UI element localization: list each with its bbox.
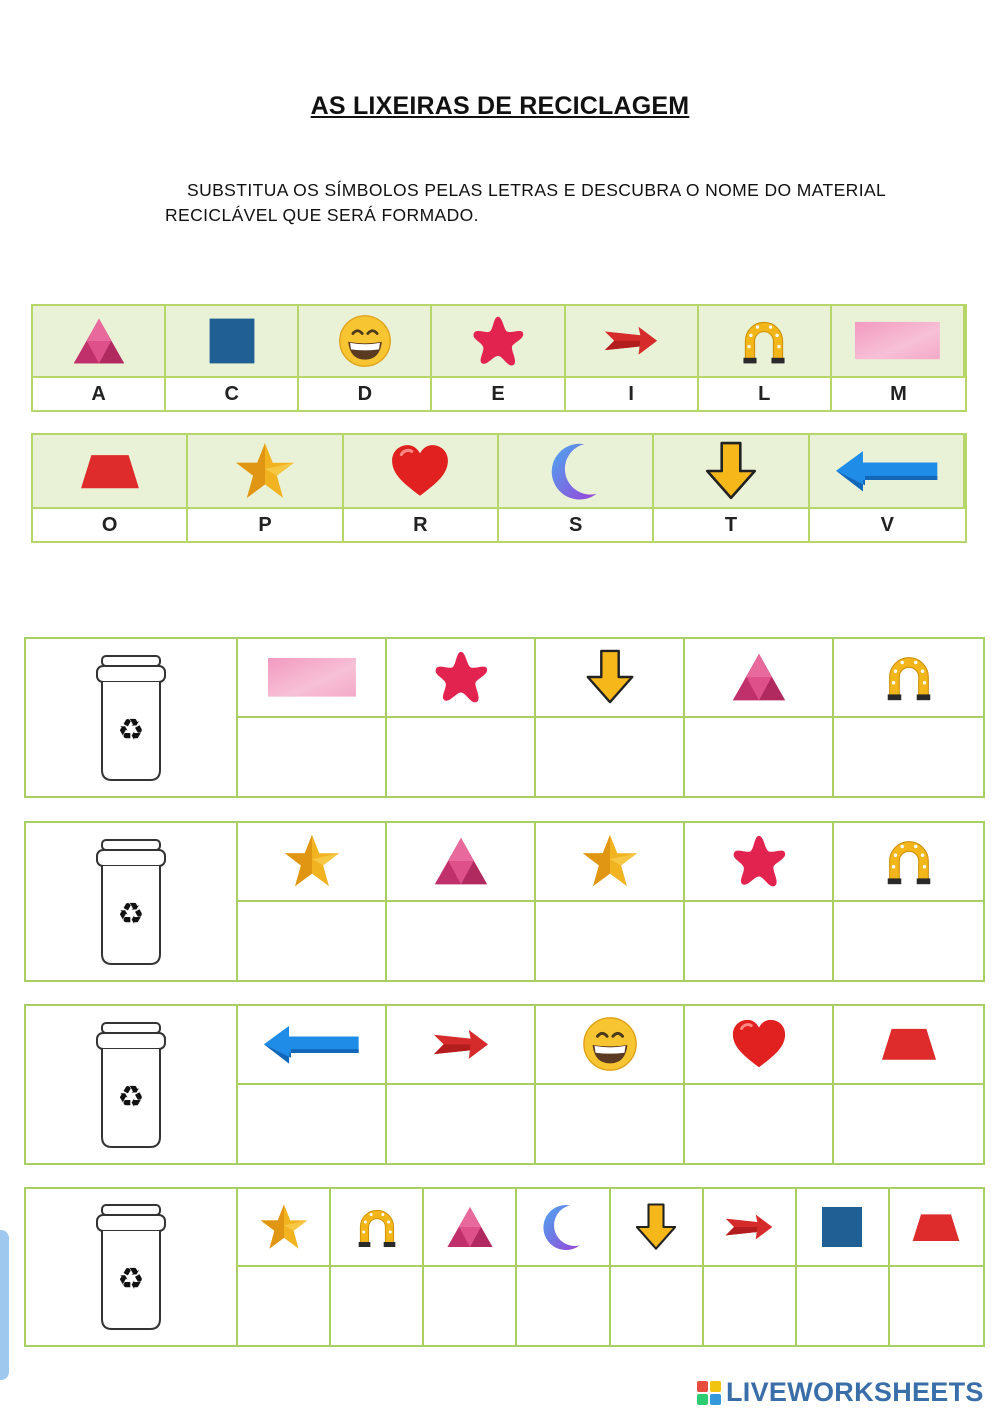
- page-edge-decoration: [0, 1230, 9, 1380]
- puzzle-symbol-trapezoid-icon: [890, 1189, 983, 1267]
- answer-letter-input[interactable]: [711, 1282, 788, 1331]
- answer-letter-input[interactable]: [338, 1282, 415, 1331]
- instructions: [165, 178, 925, 228]
- key-letter: I: [566, 378, 699, 410]
- instructions-line-2: RECICLÁVEL QUE SERÁ FORMADO.: [165, 205, 479, 225]
- puzzle-symbol-horseshoe-icon: [834, 823, 983, 902]
- puzzle-row-4: [24, 1187, 985, 1347]
- answer-cell: [704, 1267, 797, 1345]
- logo-mark-square: [697, 1381, 708, 1392]
- answer-cell: [517, 1267, 610, 1345]
- svg-text:♻: ♻: [117, 1079, 145, 1115]
- puzzle-symbol-star-icon: [238, 1189, 331, 1267]
- answer-cell: [387, 718, 536, 797]
- answer-cell: [797, 1267, 890, 1345]
- key-letter: A: [33, 378, 166, 410]
- answer-cell: [424, 1267, 517, 1345]
- recycle-bin-icon: [26, 1006, 238, 1163]
- key-symbol-square-icon: [166, 306, 299, 378]
- puzzle-symbol-star-icon: [536, 823, 685, 902]
- answer-letter-input[interactable]: [549, 1099, 671, 1148]
- answer-letter-input[interactable]: [400, 916, 522, 965]
- answer-cell: [685, 718, 834, 797]
- logo-mark-square: [710, 1394, 721, 1405]
- instructions-line-1: SUBSTITUA OS SÍMBOLOS PELAS LETRAS E DESCUBRA O NOME DO MATERIAL: [187, 180, 887, 200]
- key-symbol-splat-icon: [432, 306, 565, 378]
- answer-cell: [331, 1267, 424, 1345]
- key-letter: R: [344, 509, 499, 541]
- puzzle-symbol-arrow-down-icon: [536, 639, 685, 718]
- answer-letter-input[interactable]: [251, 916, 373, 965]
- puzzle-row-2: [24, 821, 985, 982]
- puzzle-row-3: [24, 1004, 985, 1165]
- key-letter: L: [699, 378, 832, 410]
- answer-cell: [238, 902, 387, 981]
- key-letter: D: [299, 378, 432, 410]
- key-symbol-grin-icon: [299, 306, 432, 378]
- answer-cell: [834, 902, 983, 981]
- answer-cell: [238, 1267, 331, 1345]
- answer-cell: [611, 1267, 704, 1345]
- puzzle-symbol-heart-icon: [685, 1006, 834, 1085]
- answer-cell: [536, 718, 685, 797]
- page-title: AS LIXEIRAS DE RECICLAGEM: [310, 92, 690, 120]
- svg-text:♻: ♻: [117, 896, 145, 932]
- answer-letter-input[interactable]: [431, 1282, 508, 1331]
- answer-cell: [536, 902, 685, 981]
- answer-letter-input[interactable]: [251, 732, 373, 781]
- key-symbol-horseshoe-icon: [699, 306, 832, 378]
- puzzle-symbol-arrow-right-icon: [704, 1189, 797, 1267]
- liveworksheets-logo: [697, 1377, 984, 1408]
- key-letter: C: [166, 378, 299, 410]
- answer-letter-input[interactable]: [698, 916, 820, 965]
- puzzle-symbol-arrow-right-icon: [387, 1006, 536, 1085]
- answer-letter-input[interactable]: [698, 1099, 820, 1148]
- answer-cell: [536, 1085, 685, 1164]
- puzzle-symbol-arrow-left-icon: [238, 1006, 387, 1085]
- answer-letter-input[interactable]: [400, 732, 522, 781]
- answer-cell: [238, 718, 387, 797]
- key-symbol-pink-rect-icon: [832, 306, 965, 378]
- answer-cell: [834, 718, 983, 797]
- key-letter: T: [654, 509, 809, 541]
- answer-letter-input[interactable]: [549, 916, 671, 965]
- key-symbol-arrow-left-icon: [810, 435, 965, 509]
- logo-mark-square: [710, 1381, 721, 1392]
- answer-letter-input[interactable]: [549, 732, 671, 781]
- logo-mark-square: [697, 1394, 708, 1405]
- answer-cell: [238, 1085, 387, 1164]
- key-symbol-triangle-icon: [33, 306, 166, 378]
- key-symbol-moon-icon: [499, 435, 654, 509]
- puzzle-symbol-square-icon: [797, 1189, 890, 1267]
- recycle-bin-icon: [26, 639, 238, 796]
- puzzle-symbol-triangle-icon: [424, 1189, 517, 1267]
- svg-text:♻: ♻: [117, 1262, 145, 1297]
- answer-cell: [387, 902, 536, 981]
- answer-letter-input[interactable]: [804, 1282, 881, 1331]
- answer-letter-input[interactable]: [251, 1099, 373, 1148]
- answer-cell: [834, 1085, 983, 1164]
- puzzle-symbol-triangle-icon: [685, 639, 834, 718]
- key-letter: V: [810, 509, 965, 541]
- key-letter: S: [499, 509, 654, 541]
- answer-letter-input[interactable]: [524, 1282, 601, 1331]
- puzzle-symbol-pink-rect-icon: [238, 639, 387, 718]
- answer-letter-input[interactable]: [897, 1282, 976, 1331]
- puzzle-symbol-triangle-icon: [387, 823, 536, 902]
- logo-text: LIVEWORKSHEETS: [726, 1377, 984, 1407]
- answer-cell: [685, 902, 834, 981]
- key-letter: M: [832, 378, 965, 410]
- answer-letter-input[interactable]: [400, 1099, 522, 1148]
- puzzle-symbol-splat-icon: [685, 823, 834, 902]
- key-symbol-arrow-right-icon: [566, 306, 699, 378]
- puzzle-symbol-horseshoe-icon: [834, 639, 983, 718]
- puzzle-symbol-horseshoe-icon: [331, 1189, 424, 1267]
- key-symbol-trapezoid-icon: [33, 435, 188, 509]
- symbol-key-table-1: [31, 304, 967, 412]
- puzzle-symbol-moon-icon: [517, 1189, 610, 1267]
- symbol-key-table-2: [31, 433, 967, 543]
- key-symbol-arrow-down-icon: [654, 435, 809, 509]
- puzzle-symbol-splat-icon: [387, 639, 536, 718]
- key-letter: P: [188, 509, 343, 541]
- puzzle-symbol-grin-icon: [536, 1006, 685, 1085]
- answer-letter-input[interactable]: [847, 1099, 970, 1148]
- key-symbol-star-icon: [188, 435, 343, 509]
- svg-text:♻: ♻: [117, 712, 145, 748]
- puzzle-symbol-trapezoid-icon: [834, 1006, 983, 1085]
- puzzle-symbol-star-icon: [238, 823, 387, 902]
- answer-cell: [387, 1085, 536, 1164]
- puzzle-row-1: [24, 637, 985, 798]
- answer-letter-input[interactable]: [847, 916, 970, 965]
- answer-letter-input[interactable]: [245, 1282, 322, 1331]
- key-letter: E: [432, 378, 565, 410]
- key-letter: O: [33, 509, 188, 541]
- logo-mark-icon: [697, 1381, 721, 1405]
- answer-cell: [890, 1267, 983, 1345]
- key-symbol-heart-icon: [344, 435, 499, 509]
- puzzle-symbol-arrow-down-icon: [611, 1189, 704, 1267]
- answer-letter-input[interactable]: [698, 732, 820, 781]
- answer-cell: [685, 1085, 834, 1164]
- answer-letter-input[interactable]: [847, 732, 970, 781]
- recycle-bin-icon: [26, 1189, 238, 1345]
- answer-letter-input[interactable]: [618, 1282, 695, 1331]
- recycle-bin-icon: [26, 823, 238, 980]
